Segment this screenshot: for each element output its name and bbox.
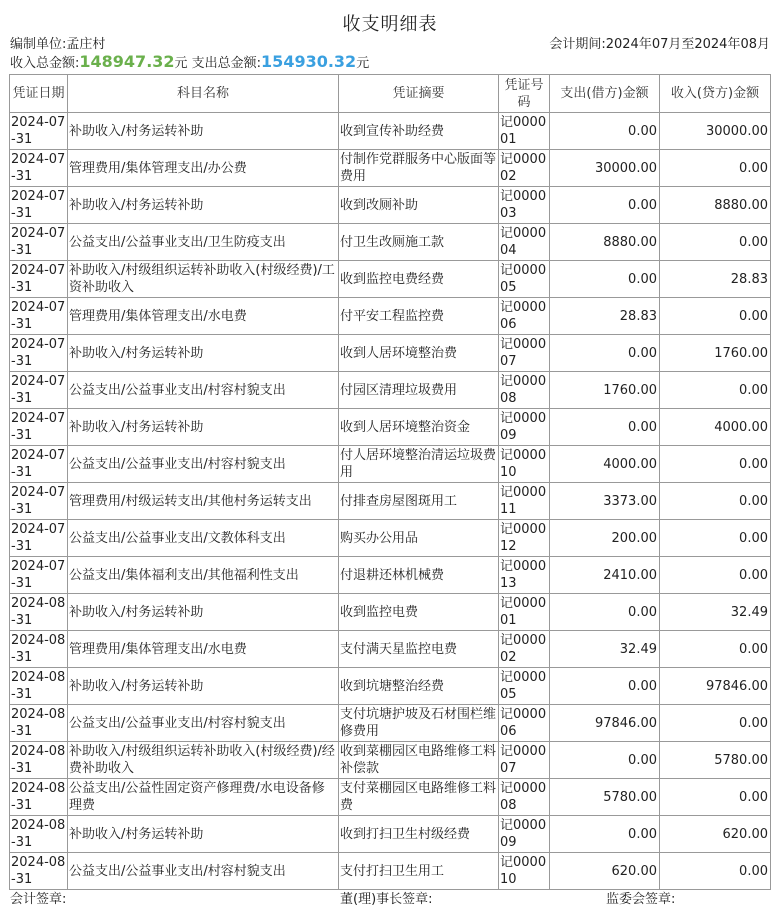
row-date: 2024-07-31 — [10, 113, 68, 150]
row-credit-amount: 0.00 — [660, 372, 771, 409]
row-summary: 付人居环境整治清运垃圾费用 — [339, 446, 499, 483]
accounting-period: 会计期间:2024年07月至2024年08月 — [549, 37, 770, 52]
expense-total-amount: 154930.32 — [261, 52, 357, 71]
row-credit-amount: 0.00 — [660, 779, 771, 816]
row-credit-amount: 620.00 — [660, 816, 771, 853]
table-row — [10, 816, 771, 853]
table-row — [10, 520, 771, 557]
income-total-amount: 148947.32 — [79, 52, 175, 71]
row-voucher-no: 记000003 — [499, 187, 550, 224]
row-debit-amount: 620.00 — [550, 853, 660, 890]
accountant-signature: 会计签章: — [10, 892, 67, 907]
row-voucher-no: 记000010 — [499, 853, 550, 890]
ledger-table — [9, 74, 771, 890]
row-subject: 补助收入/村务运转补助 — [68, 409, 339, 446]
row-subject: 补助收入/村级组织运转补助收入(村级经费)/经费补助收入 — [68, 742, 339, 779]
table-row — [10, 298, 771, 335]
row-debit-amount: 0.00 — [550, 261, 660, 298]
header-voucher-no: 凭证号码 — [499, 75, 550, 113]
header-debit: 支出(借方)金额 — [550, 75, 660, 113]
row-voucher-no: 记000010 — [499, 446, 550, 483]
row-subject: 公益支出/公益事业支出/村容村貌支出 — [68, 372, 339, 409]
row-date: 2024-08-31 — [10, 779, 68, 816]
row-credit-amount: 0.00 — [660, 150, 771, 187]
row-date: 2024-08-31 — [10, 668, 68, 705]
row-date: 2024-07-31 — [10, 261, 68, 298]
row-summary: 付制作党群服务中心版面等费用 — [339, 150, 499, 187]
row-voucher-no: 记000008 — [499, 372, 550, 409]
row-credit-amount: 0.00 — [660, 557, 771, 594]
row-summary: 收到改厕补助 — [339, 187, 499, 224]
row-summary: 支付菜棚园区电路维修工料费 — [339, 779, 499, 816]
row-debit-amount: 0.00 — [550, 409, 660, 446]
table-row — [10, 631, 771, 668]
row-subject: 管理费用/集体管理支出/水电费 — [68, 631, 339, 668]
expense-total-suffix: 元 — [356, 56, 370, 71]
expense-total-label: 元 支出总金额: — [174, 56, 262, 71]
row-date: 2024-07-31 — [10, 557, 68, 594]
row-voucher-no: 记000005 — [499, 261, 550, 298]
row-credit-amount: 30000.00 — [660, 113, 771, 150]
row-subject: 补助收入/村务运转补助 — [68, 594, 339, 631]
row-summary: 支付坑塘护坡及石材围栏维修费用 — [339, 705, 499, 742]
row-date: 2024-07-31 — [10, 335, 68, 372]
table-row — [10, 187, 771, 224]
ledger-body — [10, 113, 771, 890]
row-debit-amount: 200.00 — [550, 520, 660, 557]
table-row — [10, 483, 771, 520]
row-voucher-no: 记000001 — [499, 113, 550, 150]
row-date: 2024-07-31 — [10, 224, 68, 261]
table-row — [10, 557, 771, 594]
row-subject: 补助收入/村务运转补助 — [68, 816, 339, 853]
row-debit-amount: 0.00 — [550, 113, 660, 150]
row-subject: 补助收入/村级组织运转补助收入(村级经费)/工资补助收入 — [68, 261, 339, 298]
row-voucher-no: 记000001 — [499, 594, 550, 631]
totals-row — [0, 53, 780, 71]
row-date: 2024-07-31 — [10, 298, 68, 335]
table-row — [10, 335, 771, 372]
row-credit-amount: 28.83 — [660, 261, 771, 298]
table-row — [10, 261, 771, 298]
table-row — [10, 224, 771, 261]
table-row — [10, 705, 771, 742]
row-subject: 补助收入/村务运转补助 — [68, 187, 339, 224]
row-debit-amount: 0.00 — [550, 335, 660, 372]
row-voucher-no: 记000004 — [499, 224, 550, 261]
header-date: 凭证日期 — [10, 75, 68, 113]
row-credit-amount: 0.00 — [660, 446, 771, 483]
row-date: 2024-08-31 — [10, 705, 68, 742]
row-date: 2024-08-31 — [10, 816, 68, 853]
table-row — [10, 150, 771, 187]
supervisor-signature: 监委会签章: — [606, 892, 676, 907]
row-credit-amount: 0.00 — [660, 631, 771, 668]
row-summary: 付排查房屋图斑用工 — [339, 483, 499, 520]
row-credit-amount: 0.00 — [660, 853, 771, 890]
row-credit-amount: 5780.00 — [660, 742, 771, 779]
row-subject: 管理费用/村级运转支出/其他村务运转支出 — [68, 483, 339, 520]
row-summary: 收到监控电费经费 — [339, 261, 499, 298]
row-credit-amount: 0.00 — [660, 520, 771, 557]
row-voucher-no: 记000007 — [499, 742, 550, 779]
row-date: 2024-08-31 — [10, 853, 68, 890]
row-date: 2024-07-31 — [10, 372, 68, 409]
row-debit-amount: 0.00 — [550, 668, 660, 705]
table-header-row — [10, 75, 771, 113]
row-debit-amount: 0.00 — [550, 742, 660, 779]
row-credit-amount: 0.00 — [660, 483, 771, 520]
row-voucher-no: 记000009 — [499, 409, 550, 446]
row-voucher-no: 记000006 — [499, 298, 550, 335]
row-summary: 付退耕还林机械费 — [339, 557, 499, 594]
meta-row — [0, 36, 780, 53]
row-voucher-no: 记000012 — [499, 520, 550, 557]
row-voucher-no: 记000007 — [499, 335, 550, 372]
row-credit-amount: 0.00 — [660, 224, 771, 261]
row-credit-amount: 32.49 — [660, 594, 771, 631]
row-debit-amount: 5780.00 — [550, 779, 660, 816]
row-debit-amount: 4000.00 — [550, 446, 660, 483]
table-row — [10, 853, 771, 890]
row-voucher-no: 记000006 — [499, 705, 550, 742]
row-credit-amount: 1760.00 — [660, 335, 771, 372]
table-row — [10, 446, 771, 483]
row-summary: 付平安工程监控费 — [339, 298, 499, 335]
row-subject: 公益支出/集体福利支出/其他福利性支出 — [68, 557, 339, 594]
row-summary: 收到坑塘整治经费 — [339, 668, 499, 705]
row-summary: 付卫生改厕施工款 — [339, 224, 499, 261]
row-debit-amount: 2410.00 — [550, 557, 660, 594]
table-row — [10, 113, 771, 150]
row-summary: 收到打扫卫生村级经费 — [339, 816, 499, 853]
row-summary: 付园区清理垃圾费用 — [339, 372, 499, 409]
table-row — [10, 372, 771, 409]
row-date: 2024-08-31 — [10, 631, 68, 668]
row-voucher-no: 记000002 — [499, 150, 550, 187]
row-summary: 购买办公用品 — [339, 520, 499, 557]
row-summary: 支付打扫卫生用工 — [339, 853, 499, 890]
row-debit-amount: 28.83 — [550, 298, 660, 335]
row-voucher-no: 记000013 — [499, 557, 550, 594]
table-row — [10, 594, 771, 631]
header-summary: 凭证摘要 — [339, 75, 499, 113]
income-total-label: 收入总金额: — [10, 56, 80, 71]
table-row — [10, 668, 771, 705]
row-subject: 补助收入/村务运转补助 — [68, 335, 339, 372]
row-debit-amount: 97846.00 — [550, 705, 660, 742]
compiling-unit: 编制单位:孟庄村 — [10, 37, 106, 52]
row-subject: 管理费用/集体管理支出/水电费 — [68, 298, 339, 335]
signature-footer — [10, 888, 770, 908]
row-subject: 公益支出/公益事业支出/村容村貌支出 — [68, 705, 339, 742]
row-subject: 公益支出/公益事业支出/村容村貌支出 — [68, 853, 339, 890]
row-summary: 收到宣传补助经费 — [339, 113, 499, 150]
row-summary: 收到监控电费 — [339, 594, 499, 631]
row-voucher-no: 记000011 — [499, 483, 550, 520]
row-summary: 支付满天星监控电费 — [339, 631, 499, 668]
row-subject: 管理费用/集体管理支出/办公费 — [68, 150, 339, 187]
table-row — [10, 409, 771, 446]
row-voucher-no: 记000005 — [499, 668, 550, 705]
row-debit-amount: 0.00 — [550, 187, 660, 224]
chairman-signature: 董(理)事长签章: — [340, 892, 433, 907]
row-subject: 公益支出/公益事业支出/文教体科支出 — [68, 520, 339, 557]
row-credit-amount: 0.00 — [660, 298, 771, 335]
row-date: 2024-07-31 — [10, 409, 68, 446]
row-subject: 公益支出/公益性固定资产修理费/水电设备修理费 — [68, 779, 339, 816]
row-summary: 收到菜棚园区电路维修工料补偿款 — [339, 742, 499, 779]
row-debit-amount: 8880.00 — [550, 224, 660, 261]
page-title: 收支明细表 — [342, 14, 438, 35]
row-debit-amount: 30000.00 — [550, 150, 660, 187]
row-date: 2024-07-31 — [10, 483, 68, 520]
row-voucher-no: 记000002 — [499, 631, 550, 668]
row-date: 2024-08-31 — [10, 594, 68, 631]
row-debit-amount: 1760.00 — [550, 372, 660, 409]
row-date: 2024-08-31 — [10, 742, 68, 779]
table-row — [10, 779, 771, 816]
row-credit-amount: 4000.00 — [660, 409, 771, 446]
row-date: 2024-07-31 — [10, 150, 68, 187]
row-subject: 补助收入/村务运转补助 — [68, 668, 339, 705]
table-row — [10, 742, 771, 779]
row-debit-amount: 0.00 — [550, 594, 660, 631]
row-summary: 收到人居环境整治资金 — [339, 409, 499, 446]
row-debit-amount: 0.00 — [550, 816, 660, 853]
header-subject: 科目名称 — [68, 75, 339, 113]
row-subject: 公益支出/公益事业支出/村容村貌支出 — [68, 446, 339, 483]
row-credit-amount: 97846.00 — [660, 668, 771, 705]
row-debit-amount: 32.49 — [550, 631, 660, 668]
row-subject: 公益支出/公益事业支出/卫生防疫支出 — [68, 224, 339, 261]
header-credit: 收入(贷方)金额 — [660, 75, 771, 113]
row-date: 2024-07-31 — [10, 520, 68, 557]
row-subject: 补助收入/村务运转补助 — [68, 113, 339, 150]
row-credit-amount: 0.00 — [660, 705, 771, 742]
row-debit-amount: 3373.00 — [550, 483, 660, 520]
row-voucher-no: 记000008 — [499, 779, 550, 816]
row-summary: 收到人居环境整治费 — [339, 335, 499, 372]
row-voucher-no: 记000009 — [499, 816, 550, 853]
row-date: 2024-07-31 — [10, 187, 68, 224]
row-date: 2024-07-31 — [10, 446, 68, 483]
row-credit-amount: 8880.00 — [660, 187, 771, 224]
